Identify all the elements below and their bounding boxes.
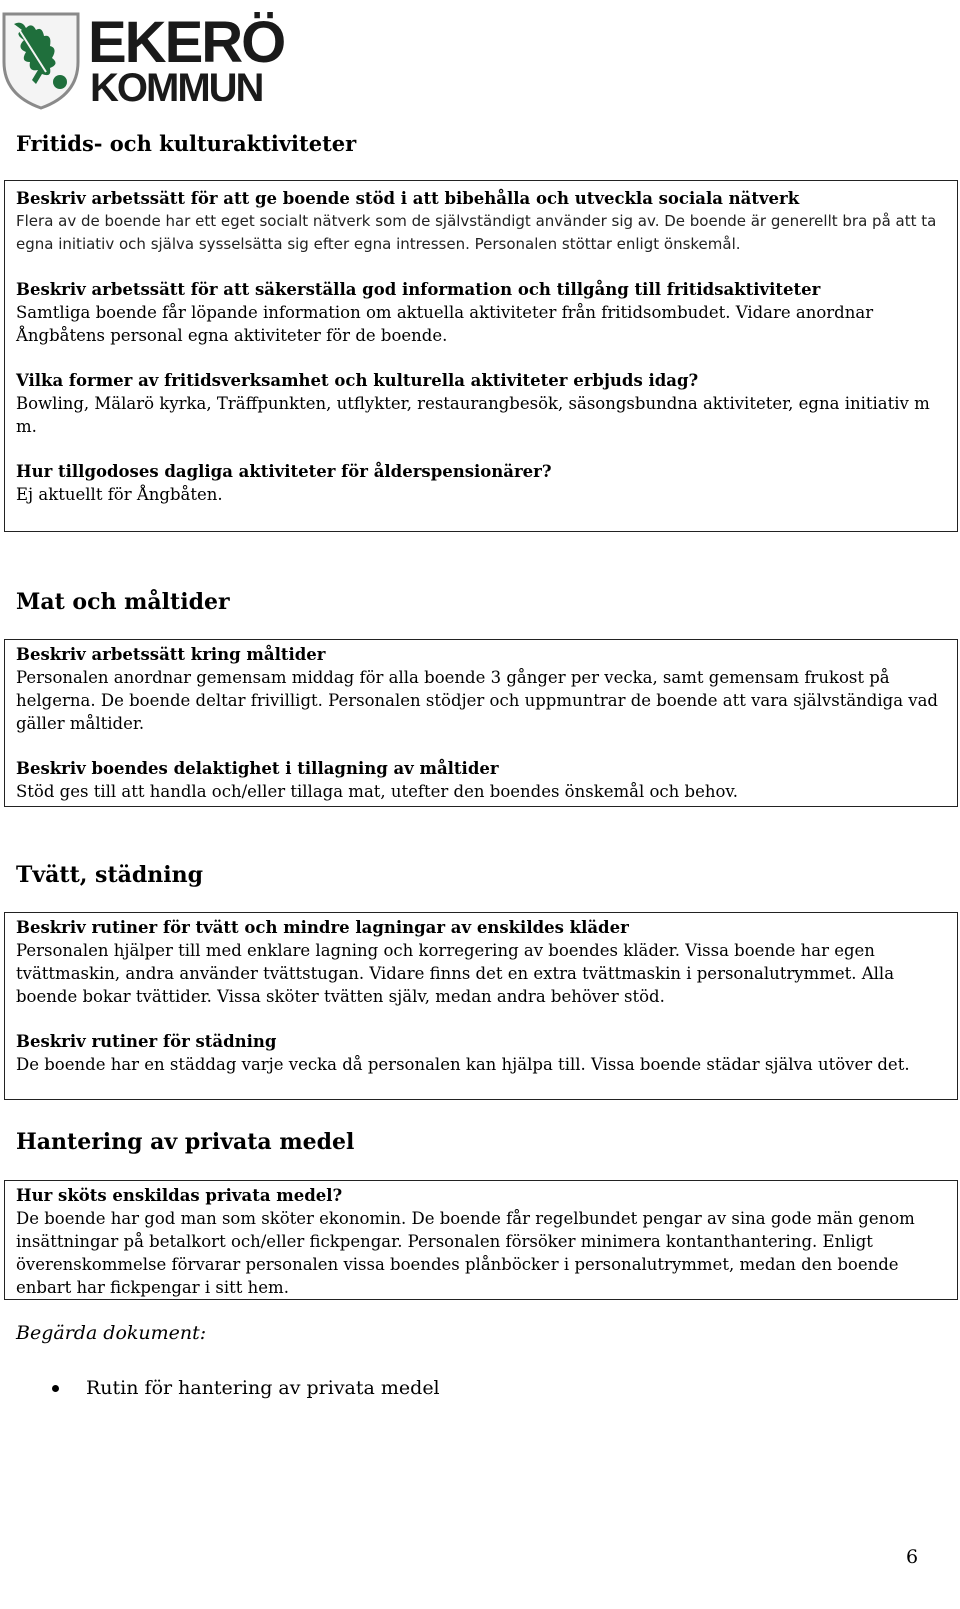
- question-private-funds: Hur sköts enskildas privata medel?: [16, 1186, 343, 1205]
- answer-information-access: Samtliga boende får löpande information om aktuella aktiviteter från fritidsombudet. Vidare anordnar Ångbåtens personal egna aktiviteter för de boende.: [16, 303, 874, 345]
- answer-laundry: Personalen hjälper till med enklare lagning och korregering av boendes kläder. Vissa boende har egen tvättmaskin, andra använder tvättstugan. Vidare finns det en extra tvättmaskin i personalutrymmet. Alla boende bokar tvättider. Vissa sköter tvätten själv, medan andra behöver stöd.: [16, 941, 895, 1006]
- acorn-icon: [53, 75, 67, 89]
- answer-social-networks: Flera av de boende har ett eget socialt nätverk som de självständigt använder sig av. De boende är generellt bra på att ta egna initiativ och själva sysselsätta sig efter egna intressen. Personalen stöttar enligt önskemål.: [16, 212, 937, 253]
- question-information-access: Beskriv arbetssätt för att säkerställa god information och tillgång till fritidsaktiviteter: [16, 280, 821, 299]
- question-activity-forms: Vilka former av fritidsverksamhet och kulturella aktiviteter erbjuds idag?: [16, 371, 699, 390]
- section-title-tvatt: Tvätt, städning: [16, 862, 203, 888]
- section-box-tvatt: [4, 912, 958, 1100]
- question-daily-activities: Hur tillgodoses dagliga aktiviteter för ålderspensionärer?: [16, 462, 552, 481]
- question-social-networks: Beskriv arbetssätt för att ge boende stöd i att bibehålla och utveckla sociala nätverk: [16, 189, 800, 208]
- requested-document-text: Rutin för hantering av privata medel: [86, 1377, 440, 1399]
- question-laundry: Beskriv rutiner för tvätt och mindre lagningar av enskildes kläder: [16, 918, 629, 937]
- bullet-icon: [52, 1385, 59, 1392]
- requested-documents-label: Begärda dokument:: [16, 1322, 207, 1344]
- section-title-fritid: Fritids- och kulturaktiviteter: [16, 131, 357, 156]
- answer-private-funds: De boende har god man som sköter ekonomin. De boende får regelbundet pengar av sina gode män genom insättningar på betalkort och/eller fickpengar. Personalen försöker minimera kontanthantering. Enligt överenskommelse förvarar personalen vissa boendes plånböcker i personalutrymmet, medan den boende enbart har fickpengar i sitt hem.: [16, 1209, 915, 1297]
- section-box-medel: [4, 1180, 958, 1300]
- logo-line2: KOMMUN: [90, 66, 263, 110]
- ekero-kommun-logo: [0, 0, 290, 112]
- section-box-fritid: [4, 180, 958, 532]
- question-meal-participation: Beskriv boendes delaktighet i tillagning av måltider: [16, 759, 499, 778]
- question-meals: Beskriv arbetssätt kring måltider: [16, 645, 326, 664]
- answer-daily-activities: Ej aktuellt för Ångbåten.: [16, 485, 223, 504]
- section-title-medel: Hantering av privata medel: [16, 1129, 355, 1155]
- section-title-mat: Mat och måltider: [16, 589, 230, 615]
- answer-activity-forms: Bowling, Mälarö kyrka, Träffpunkten, utflykter, restaurangbesök, säsongsbundna aktiviteter, egna initiativ m m.: [16, 394, 930, 436]
- answer-cleaning: De boende har en städdag varje vecka då personalen kan hjälpa till. Vissa boende städar själva utöver det.: [16, 1055, 910, 1074]
- logo-line1: EKERÖ: [88, 10, 285, 75]
- question-cleaning: Beskriv rutiner för städning: [16, 1032, 277, 1051]
- logo-graphic: [0, 0, 290, 112]
- answer-meal-participation: Stöd ges till att handla och/eller tillaga mat, utefter den boendes önskemål och behov.: [16, 782, 739, 801]
- section-box-mat: [4, 639, 958, 807]
- answer-meals: Personalen anordnar gemensam middag för alla boende 3 gånger per vecka, samt gemensam frukost på helgerna. De boende deltar frivilligt. Personalen stödjer och uppmuntrar de boende att vara självständiga vad gäller måltider.: [16, 668, 938, 733]
- requested-document-item: [52, 1377, 440, 1399]
- page-number: 6: [906, 1546, 919, 1568]
